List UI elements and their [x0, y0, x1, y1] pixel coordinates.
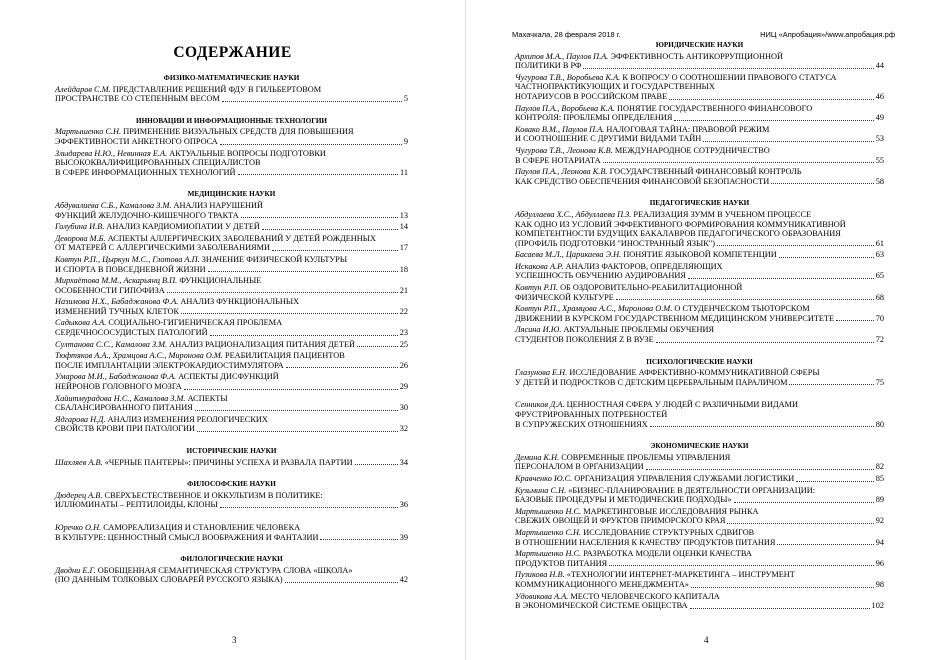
- toc-entry[interactable]: [515, 262, 884, 281]
- entry-authors: Султанова С.С., Камалова З.М.: [55, 339, 168, 349]
- entry-title-line: АНАЛИЗ НАРУШЕНИЙ: [173, 200, 264, 210]
- entry-authors: Дюдерец А.В.: [55, 490, 103, 500]
- entry-title-line: УСПЕШНОСТЬ ОБУЧЕНИЮ АУДИРОВАНИЯ: [515, 271, 686, 281]
- toc-entry[interactable]: [55, 234, 408, 253]
- entry-page-number: 14: [399, 222, 408, 232]
- entry-page-number: 94: [875, 537, 884, 547]
- entry-title-line: СВЕРХЪЕСТЕСТВЕННОЕ И ОККУЛЬТИЗМ В ПОЛИТИКЕ:: [104, 490, 323, 500]
- entry-page-number: 82: [875, 462, 884, 472]
- dot-leader: [262, 229, 398, 230]
- dot-leader: [220, 144, 402, 145]
- entry-title-line: ИССЛЕДОВАНИЕ СТРУКТУРНЫХ СДВИГОВ: [583, 527, 755, 537]
- section-heading: ФИЗИКО-МАТЕМАТИЧЕСКИЕ НАУКИ: [163, 74, 300, 82]
- entry-page-number: 80: [875, 419, 884, 429]
- entry-title-line: ИЛЛЮМИНАТЫ – РЕПТИЛОИДЫ, КЛОНЫ: [55, 500, 218, 510]
- dot-leader: [272, 250, 398, 251]
- entry-title-line: КАК СРЕДСТВО ОБЕСПЕЧЕНИЯ ФИНАНСОВОЙ БЕЗОПАСНОСТИ: [515, 176, 770, 186]
- entry-title-line: РЕАЛИЗАЦИЯ ЗУММ В УЧЕБНОМ ПРОЦЕССЕ: [633, 209, 812, 219]
- entry-page-number: 22: [399, 306, 408, 316]
- entry-title-line: СВЕЖИХ ОВОЩЕЙ И ФРУКТОВ ПРИМОРСКОГО КРАЯ: [515, 516, 726, 526]
- toc-entry[interactable]: [55, 566, 408, 585]
- dot-leader: [779, 257, 874, 258]
- entry-authors: Ковтун Р.П., Цыркун М.С., Глотова А.П.: [55, 254, 200, 264]
- entry-title-line: ДВИЖЕНИИ В КУРСКОМ ГОСУДАРСТВЕННОМ МЕДИЦИНСКОМ УНИВЕРСИТЕТЕ: [515, 313, 835, 323]
- entry-title-line: ПРОДУКТОВ ПИТАНИЯ: [515, 558, 608, 568]
- entry-page-number: 29: [399, 382, 408, 392]
- toc-entry[interactable]: [515, 474, 884, 484]
- right-page: [466, 0, 929, 660]
- entry-title-line: ОБ ОЗДОРОВИТЕЛЬНО-РЕАБИЛИТАЦИОННОЙ: [560, 283, 743, 293]
- toc-entry[interactable]: [515, 250, 884, 260]
- entry-page-number: 26: [399, 360, 408, 370]
- toc-entry[interactable]: [515, 486, 884, 505]
- entry-title-line: ПРИМЕНЕНИЕ ВИЗУАЛЬНЫХ СРЕДСТВ ДЛЯ ПОВЫШЕНИЯ: [123, 127, 354, 137]
- entry-page-number: 53: [875, 134, 884, 144]
- entry-authors: Алейдаров С.М.: [55, 84, 111, 94]
- entry-authors: Злыдарева Н.Ю., Невинная Е.А.: [55, 148, 168, 158]
- entry-authors: Ковако В.М., Паулов П.А.: [515, 124, 605, 134]
- entry-title-line: (ПРОФИЛЬ ПОДГОТОВКИ "ИНОСТРАННЫЙ ЯЗЫК"): [515, 238, 715, 248]
- toc-entry[interactable]: [55, 523, 408, 542]
- toc-entry[interactable]: [515, 507, 884, 526]
- entry-authors: Кравченко Ю.С.: [515, 473, 573, 483]
- entry-title-line: ВЫСОКОКВАЛИФИЦИРОВАННЫХ СПЕЦИАЛИСТОВ: [55, 158, 261, 168]
- entry-title-line: ИССЛЕДОВАНИЕ АФФЕКТИВНО-КОММУНИКАТИВНОЙ СФЕРЫ: [569, 368, 820, 378]
- entry-title-line: АСПЕКТЫ: [187, 393, 228, 403]
- entry-title-line: В ЭКОНОМИЧЕСКОЙ СИСТЕМЕ ОБЩЕСТВА: [515, 601, 688, 611]
- page-number: 4: [704, 635, 709, 645]
- section-heading: ЭКОНОМИЧЕСКИЕ НАУКИ: [650, 442, 749, 451]
- entry-title-line: АНАЛИЗ ФУНКЦИОНАЛЬНЫХ: [180, 297, 300, 307]
- toc-entry[interactable]: [55, 415, 408, 434]
- entry-title-line: ПРОСТРАНСТВЕ СО СТЕПЕННЫМ ВЕСОМ: [55, 94, 220, 104]
- section-heading: МЕДИЦИНСКИЕ НАУКИ: [187, 190, 276, 199]
- entry-title-line: В СФЕРЕ ИНФОРМАЦИОННЫХ ТЕХНОЛОГИЙ: [55, 167, 236, 177]
- entry-page-number: 96: [875, 558, 884, 568]
- dot-leader: [241, 217, 398, 218]
- entry-title-line: У ДЕТЕЙ И ПОДРОСТКОВ С ДЕТСКИМ ЦЕРЕБРАЛЬНЫМ ПАРАЛИЧОМ: [515, 377, 788, 387]
- toc-entry[interactable]: [515, 210, 884, 248]
- dot-leader: [603, 162, 874, 163]
- section-heading: ПЕДАГОГИЧЕСКИЕ НАУКИ: [649, 199, 750, 208]
- toc-entry[interactable]: [55, 491, 408, 510]
- dot-leader: [703, 141, 873, 142]
- entry-authors: Демина К.Н.: [515, 452, 560, 462]
- entry-authors: Чугурова Т.В., Леонова К.В.: [515, 145, 613, 155]
- entry-title-line: ОТ МАТЕРЕЙ С АЛЛЕРГИЧЕСКИМИ ЗАБОЛЕВАНИЯМИ: [55, 243, 270, 253]
- entry-page-number: 58: [875, 176, 884, 186]
- entry-page-number: 89: [875, 495, 884, 505]
- entry-authors: Садыкова А.А.: [55, 318, 107, 328]
- dot-leader: [836, 320, 874, 321]
- entry-title-line: МАРКЕТИНГОВЫЕ ИССЛЕДОВАНИЯ РЫНКА: [583, 506, 759, 516]
- entry-title-line: СБАЛАНСИРОВАННОГО ПИТАНИЯ: [55, 403, 193, 413]
- toc-entry[interactable]: [515, 528, 884, 547]
- entry-title-line: В КУЛЬТУРЕ: ЦЕННОСТНЫЙ СМЫСЛ ВООБРАЖЕНИЯ И ФАНТАЗИИ: [55, 532, 319, 542]
- dot-leader: [222, 101, 402, 102]
- entry-title-line: «ЧЕРНЫЕ ПАНТЕРЫ»: ПРИЧИНЫ УСПЕХА И РАЗВАЛА ПАРТИИ: [104, 457, 353, 467]
- page-number: 3: [232, 635, 237, 645]
- entry-page-number: 55: [875, 155, 884, 165]
- toc-entry[interactable]: [515, 146, 884, 165]
- entry-title-line: ПОЛИТИКИ В РФ: [515, 61, 582, 71]
- entry-title-line: ОБОБЩЕННАЯ СЕМАНТИЧЕСКАЯ СТРУКТУРА СЛОВА «ШКОЛА»: [97, 565, 353, 575]
- entry-title-line: О СТУДЕНЧЕСКОМ ТЬЮТОРСКОМ: [674, 304, 810, 314]
- entry-title-line: ПОНЯТИЕ ЯЗЫКОВОЙ КОМПЕТЕНЦИИ: [623, 250, 777, 260]
- entry-title-line: КОММУНИКАЦИОННОГО МЕНЕДЖМЕНТА»: [515, 579, 689, 589]
- entry-page-number: 68: [875, 292, 884, 302]
- dot-leader: [789, 384, 873, 385]
- toc-entry[interactable]: [515, 52, 884, 71]
- running-header: [512, 30, 895, 39]
- dot-leader: [688, 278, 874, 279]
- entry-authors: Лясина И.Ю.: [515, 325, 562, 335]
- entry-authors: Кузьмина С.Н.: [515, 485, 567, 495]
- section-heading: ПСИХОЛОГИЧЕСКИЕ НАУКИ: [646, 357, 753, 366]
- entry-page-number: 5: [403, 94, 408, 104]
- entry-title-line: СВОЙСТВ КРОВИ ПРИ ПАТОЛОГИИ: [55, 424, 195, 434]
- entry-title-line: «ТЕХНОЛОГИИ ИНТЕРНЕТ-МАРКЕТИНГА – ИНСТРУМЕНТ: [566, 570, 795, 580]
- dot-leader: [285, 582, 398, 583]
- entry-authors: Паулов П.А., Воробьева К.А.: [515, 103, 615, 113]
- entry-title-line: «БИЗНЕС-ПЛАНИРОВАНИЕ В ДЕЯТЕЛЬНОСТИ ОРГАНИЗАЦИИ:: [568, 485, 816, 495]
- entry-authors: Искакова А.Р.: [515, 261, 564, 271]
- entry-authors: Назимова Н.Х., Бабаджанова Ф.А.: [55, 297, 179, 307]
- dot-leader: [220, 507, 398, 508]
- entry-title-line: АКТУАЛЬНЫЕ ПРОБЛЕМЫ ОБУЧЕНИЯ: [563, 325, 715, 335]
- entry-page-number: 46: [875, 91, 884, 101]
- entry-authors: Ковтун Р.П.: [515, 283, 558, 293]
- entry-title-line: ПРЕДСТАВЛЕНИЕ РЕШЕНИЙ ФДУ В ГИЛЬБЕРТОВОМ: [112, 84, 322, 94]
- entry-page-number: 9: [403, 136, 408, 146]
- dot-leader: [690, 608, 870, 609]
- entry-title-line: ЗНАЧЕНИЕ ФИЗИЧЕСКОЙ КУЛЬТУРЫ: [201, 254, 348, 264]
- entry-page-number: 61: [875, 238, 884, 248]
- toc-entry[interactable]: [55, 255, 408, 274]
- entry-authors: Пузикова Н.В.: [515, 570, 565, 580]
- entry-authors: Ковтун Р.П., Храмцова А.С., Миронова О.М.: [515, 304, 673, 314]
- toc-entry[interactable]: [515, 453, 884, 472]
- entry-title-line: КОМПЕТЕНТНОСТИ БУДУЩИХ БАКАЛАВРОВ ПЕДАГОГИЧЕСКОГО ОБРАЗОВАНИЯ: [515, 229, 841, 239]
- entry-title-line: И СПОРТА В ПОВСЕДНЕВНОЙ ЖИЗНИ: [55, 264, 206, 274]
- entry-authors: Басаева М.Л., Царикаева Э.Н.: [515, 250, 622, 260]
- toc-entry[interactable]: [515, 400, 884, 429]
- dot-leader: [669, 99, 874, 100]
- entry-page-number: 65: [875, 271, 884, 281]
- entry-authors: Хайитмурадова Н.С., Камалова З.М.: [55, 393, 186, 403]
- dot-leader: [357, 346, 398, 347]
- dot-leader: [184, 389, 398, 390]
- entry-title-line: ОСОБЕННОСТИ ГИПОФИЗА: [55, 285, 165, 295]
- entry-authors: Мирхаётова М.М., Аскарьянц В.П.: [55, 276, 178, 286]
- entry-authors: Паулов П.А., Леонова К.В.: [515, 167, 608, 177]
- toc-entry[interactable]: [55, 201, 408, 220]
- section-heading: ЮРИДИЧЕСКИЕ НАУКИ: [655, 41, 744, 49]
- dot-leader: [208, 271, 398, 272]
- entry-authors: Чугурова Т.В., Воробьева К.А.: [515, 72, 621, 82]
- entry-title-line: В СФЕРЕ НОТАРИАТА: [515, 155, 601, 165]
- toc-entry[interactable]: [515, 73, 884, 102]
- entry-title-line: ЭФФЕКТИВНОСТИ АНКЕТНОГО ОПРОСА: [55, 136, 218, 146]
- entry-page-number: 18: [399, 264, 408, 274]
- toc-entry[interactable]: [515, 549, 884, 568]
- entry-title-line: СТУДЕНТОВ ПОКОЛЕНИЯ Z В ВУЗЕ: [515, 335, 654, 345]
- entry-page-number: 42: [399, 575, 408, 585]
- entry-page-number: 102: [871, 601, 884, 611]
- toc-entry[interactable]: [55, 149, 408, 178]
- toc-entry[interactable]: [55, 458, 408, 468]
- entry-title-line: ПОСЛЕ ИМПЛАНТАЦИИ ЭЛЕКТРОКАРДИОСТИМУЛЯТОРА: [55, 360, 284, 370]
- entry-title-line: ФИЗИЧЕСКОЙ КУЛЬТУРЕ: [515, 292, 614, 302]
- entry-title-line: МЕЖДУНАРОДНОЕ СОТРУДНИЧЕСТВО: [614, 145, 770, 155]
- toc-entry[interactable]: [515, 325, 884, 344]
- dot-leader: [167, 292, 398, 293]
- entry-title-line: ГОСУДАРСТВЕННЫЙ ФИНАНСОВЫЙ КОНТРОЛЬ: [609, 167, 802, 177]
- dot-leader: [771, 183, 874, 184]
- entry-authors: Юречко О.Н.: [55, 522, 102, 532]
- toc-entry[interactable]: [515, 104, 884, 123]
- entry-title-line: АСПЕКТЫ ДИСФУНКЦИЙ: [178, 372, 279, 382]
- header-left: Махачкала, 28 февраля 2018 г.: [512, 30, 621, 39]
- entry-title-line: ПОНЯТИЕ ГОСУДАРСТВЕННОГО ФИНАНСОВОГО: [617, 103, 813, 113]
- entry-authors: Абдуллаева Х.С., Абдуллаева П.З.: [515, 209, 632, 219]
- entry-title-line: АНАЛИЗ РАЦИОНАЛИЗАЦИЯ ПИТАНИЯ ДЕТЕЙ: [169, 339, 355, 349]
- entry-authors: Мартышенко Н.С.: [515, 506, 582, 516]
- entry-page-number: 49: [875, 113, 884, 123]
- entry-page-number: 23: [399, 328, 408, 338]
- entry-title-line: СЕРДЕЧНОСОСУДИСТЫХ ПАТОЛОГИЙ: [55, 328, 208, 338]
- toc-entry[interactable]: [55, 222, 408, 232]
- entry-authors: Архипов М.А., Паулов П.А.: [515, 51, 609, 61]
- entry-title-line: ФРУСТРИРОВАННЫХ ПОТРЕБНОСТЕЙ: [515, 410, 668, 419]
- entry-authors: Сенников Д.А.: [515, 400, 565, 410]
- header-right: НИЦ «Апробация»/www.апробация.рф: [760, 30, 895, 39]
- dot-leader: [320, 539, 397, 540]
- entry-authors: Удовикова А.А.: [515, 591, 569, 601]
- entry-title-line: И СООТНОШЕНИЕ С ДРУГИМИ ВИДАМИ ТАЙН: [515, 134, 702, 144]
- entry-page-number: 70: [875, 313, 884, 323]
- dot-leader: [734, 502, 874, 503]
- entry-title-line: РЕАБИЛИТАЦИЯ ПАЦИЕНТОВ: [224, 351, 345, 361]
- entry-title-line: АСПЕКТЫ АЛЛЕРГИЧЕСКИХ ЗАБОЛЕВАНИЙ У ДЕТЕЙ РОЖДЕННЫХ: [107, 233, 377, 243]
- dot-leader: [181, 313, 398, 314]
- dot-leader: [609, 565, 874, 566]
- entry-page-number: 34: [399, 457, 408, 467]
- entry-title-line: (ПО ДАННЫМ ТОЛКОВЫХ СЛОВАРЕЙ РУССКОГО ЯЗЫКА): [55, 575, 283, 585]
- entry-title-line: ОРГАНИЗАЦИЯ УПРАВЛЕНИЯ СЛУЖБАМИ ЛОГИСТИКИ: [574, 473, 795, 483]
- entry-page-number: 21: [399, 285, 408, 295]
- entry-title-line: НОТАРИУСОВ В РОССИЙСКОМ ПРАВЕ: [515, 91, 668, 101]
- entry-page-number: 25: [399, 339, 408, 349]
- entry-authors: Деворова М.Б.: [55, 233, 106, 243]
- dot-leader: [195, 410, 398, 411]
- entry-page-number: 92: [875, 516, 884, 526]
- entry-title-line: АНАЛИЗ ИЗМЕНЕНИЯ РЕОЛОГИЧЕСКИХ: [107, 414, 268, 424]
- entry-authors: Мартышенко С.Н.: [55, 127, 122, 137]
- entry-title-line: ЭФФЕКТИВНОСТЬ АНТИКОРРУПЦИОННОЙ: [610, 51, 783, 61]
- section-heading: ФИЛОСОФСКИЕ НАУКИ: [187, 480, 276, 489]
- entry-title-line: ФУНКЦИОНАЛЬНЫЕ: [179, 276, 262, 286]
- entry-page-number: 98: [875, 579, 884, 589]
- entry-title-line: СОЦИАЛЬНО-ГИГИЕНИЧЕСКАЯ ПРОБЛЕМА: [108, 318, 283, 328]
- entry-title-line: КАК ОДНО ИЗ УСЛОВИЙ ЭФФЕКТИВНОГО ФОРМИРОВАНИЯ КОММУНИКАТИВНОЙ: [515, 219, 846, 229]
- toc-entry[interactable]: [55, 372, 408, 391]
- dot-leader: [210, 335, 398, 336]
- entry-page-number: 85: [875, 473, 884, 483]
- dot-leader: [286, 367, 398, 368]
- entry-page-number: 11: [400, 167, 408, 177]
- entry-authors: Мартышенко С.Н.: [515, 527, 582, 537]
- entry-page-number: 75: [875, 377, 884, 387]
- toc-column-left: [55, 74, 408, 585]
- entry-page-number: 32: [399, 424, 408, 434]
- dot-leader: [727, 523, 873, 524]
- dot-leader: [796, 481, 873, 482]
- entry-title-line: ЧАСТНОПРАКТИКУЮЩИХ И ГОСУДАРСТВЕННЫХ: [515, 82, 715, 92]
- section-heading: ИСТОРИЧЕСКИЕ НАУКИ: [186, 447, 277, 455]
- entry-page-number: 44: [875, 61, 884, 71]
- entry-title-line: В ОТНОШЕНИИ НАСЕЛЕНИЯ К КАЧЕСТВУ ПРОДУКТОВ ПИТАНИЯ: [515, 537, 776, 547]
- entry-authors: Глазунова Е.Н.: [515, 368, 568, 378]
- entry-title-line: АНАЛИЗ КАРДИОМИОПАТИИ У ДЕТЕЙ: [106, 222, 260, 232]
- entry-title-line: ПЕРСОНАЛОМ В ОРГАНИЗАЦИИ: [515, 462, 644, 472]
- dot-leader: [656, 342, 874, 343]
- entry-authors: Умарова М.И., Бабаджанова Ф.А.: [55, 372, 177, 382]
- entry-page-number: 36: [399, 500, 408, 510]
- dot-leader: [674, 120, 873, 121]
- dot-leader: [777, 544, 873, 545]
- toc-entry[interactable]: [55, 276, 408, 295]
- entry-title-line: ФУНКЦИЙ ЖЕЛУДОЧНО-КИШЕЧНОГО ТРАКТА: [55, 210, 239, 220]
- page-title: СОДЕРЖАНИЕ: [173, 44, 292, 61]
- dot-leader: [646, 469, 874, 470]
- toc-entry[interactable]: [515, 125, 884, 144]
- entry-title-line: РАЗРАБОТКА МОДЕЛИ ОЦЕНКИ КАЧЕСТВА: [583, 549, 752, 559]
- toc-entry[interactable]: [55, 85, 408, 104]
- toc-entry[interactable]: [515, 592, 884, 611]
- toc-entry[interactable]: [515, 570, 884, 589]
- entry-authors: Ядгарова Н.Д.: [55, 414, 106, 424]
- entry-authors: Шахляев А.В.: [55, 457, 103, 467]
- entry-page-number: 30: [399, 403, 408, 413]
- entry-page-number: 17: [399, 243, 408, 253]
- toc-entry[interactable]: [515, 304, 884, 323]
- dot-leader: [650, 426, 874, 427]
- toc-entry[interactable]: [55, 127, 408, 146]
- section-heading: ИННОВАЦИИ И ИНФОРМАЦИОННЫЕ ТЕХНОЛОГИИ: [135, 116, 327, 125]
- dot-leader: [197, 431, 398, 432]
- toc-entry[interactable]: [55, 340, 408, 350]
- entry-title-line: АКТУАЛЬНЫЕ ВОПРОСЫ ПОДГОТОВКИ: [169, 148, 326, 158]
- toc-entry[interactable]: [515, 368, 884, 387]
- entry-authors: Дводни Е.Г.: [55, 565, 96, 575]
- entry-title-line: К ВОПРОСУ О СООТНОШЕНИИ ПРАВОВОГО СТАТУСА: [622, 72, 837, 82]
- entry-authors: Мартышенко Н.С.: [515, 549, 582, 559]
- entry-page-number: 13: [399, 210, 408, 220]
- toc-entry[interactable]: [55, 351, 408, 370]
- entry-page-number: 63: [875, 250, 884, 260]
- entry-title-line: КОНТРОЛЯ: ПРОБЛЕМЫ ОПРЕДЕЛЕНИЯ: [515, 113, 673, 123]
- dot-leader: [616, 299, 874, 300]
- entry-authors: Абдувалиева С.Б., Камалова З.М.: [55, 200, 172, 210]
- entry-authors: Тюфтяков А.А., Храмцова А.С., Миронова О.М.: [55, 351, 223, 361]
- entry-authors: Голубина И.В.: [55, 222, 105, 232]
- dot-leader: [355, 464, 398, 465]
- entry-title-line: ИЗМЕНЕНИЙ ТУЧНЫХ КЛЕТОК: [55, 306, 180, 316]
- toc-entry[interactable]: [515, 283, 884, 302]
- toc-entry[interactable]: [55, 394, 408, 413]
- section-heading: ФИЛОЛОГИЧЕСКИЕ НАУКИ: [180, 555, 283, 564]
- entry-title-line: САМОРЕАЛИЗАЦИЯ И СТАНОВЛЕНИЕ ЧЕЛОВЕКА: [103, 522, 301, 532]
- dot-leader: [583, 68, 873, 69]
- entry-title-line: В СУПРУЖЕСКИХ ОТНОШЕНИЯХ: [515, 419, 648, 429]
- entry-title-line: НАЛОГОВАЯ ТАЙНА: ПРАВОВОЙ РЕЖИМ: [606, 124, 770, 134]
- dot-leader: [717, 245, 874, 246]
- entry-title-line: АНАЛИЗ ФАКТОРОВ, ОПРЕДЕЛЯЮЩИХ: [565, 261, 723, 271]
- entry-title-line: НЕЙРОНОВ ГОЛОВНОГО МОЗГА: [55, 382, 182, 392]
- entry-page-number: 39: [399, 532, 408, 542]
- toc-entry[interactable]: [515, 167, 884, 186]
- entry-title-line: СОВРЕМЕННЫЕ ПРОБЛЕМЫ УПРАВЛЕНИЯ: [561, 452, 731, 462]
- toc-entry[interactable]: [55, 318, 408, 337]
- dot-leader: [691, 587, 874, 588]
- dot-leader: [238, 174, 399, 175]
- entry-page-number: 72: [875, 335, 884, 345]
- entry-title-line: МЕСТО ЧЕЛОВЕЧЕСКОГО КАПИТАЛА: [570, 591, 720, 601]
- entry-title-line: ЦЕННОСТНАЯ СФЕРА У ЛЮДЕЙ С РАЗЛИЧНЫМИ ВИДАМИ: [566, 400, 798, 410]
- toc-column-right: [515, 41, 884, 611]
- entry-title-line: БАЗОВЫЕ ПРОЦЕДУРЫ И МЕТОДИЧЕСКИЕ ПОДХОДЫ»: [515, 495, 732, 505]
- toc-entry[interactable]: [55, 297, 408, 316]
